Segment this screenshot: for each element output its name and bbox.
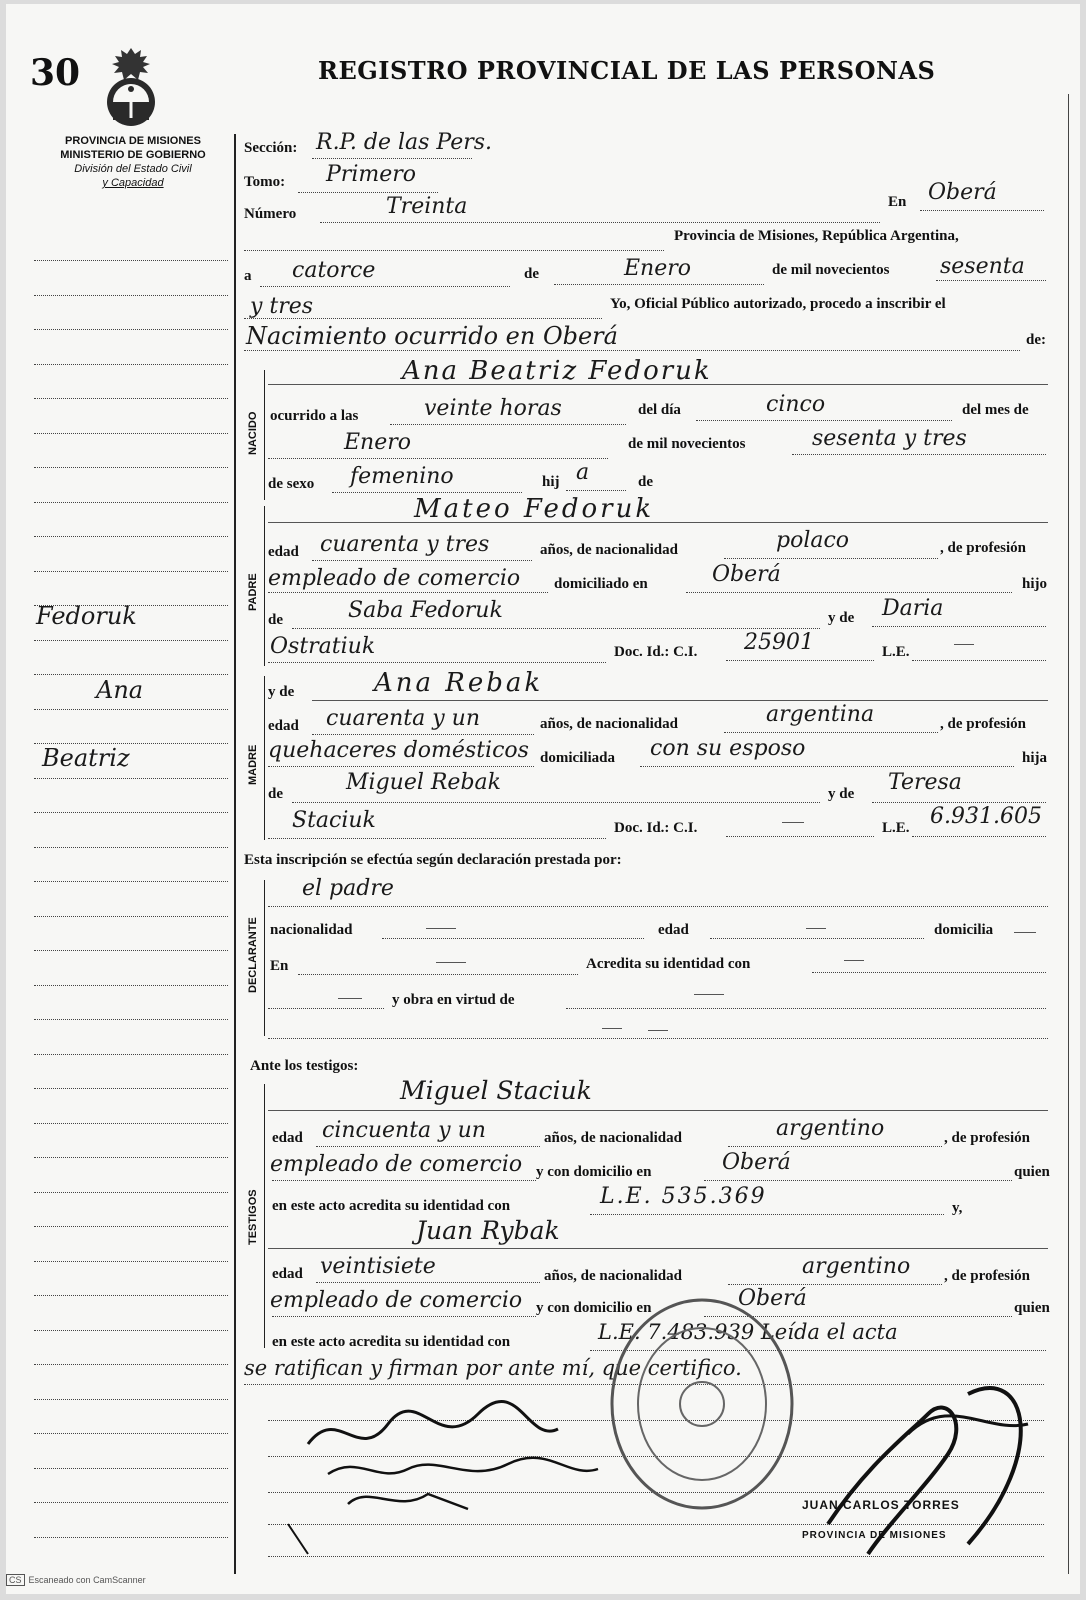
declarante-label: DECLARANTE bbox=[247, 917, 259, 993]
margin-rule bbox=[34, 1399, 228, 1400]
t2-nac-label: años, de nacionalidad bbox=[544, 1268, 682, 1284]
margin-rule bbox=[34, 1364, 228, 1365]
de-label-3: de bbox=[268, 612, 283, 628]
capacity-name: y Capacidad bbox=[102, 177, 164, 189]
padre-dom-label: domiciliado en bbox=[554, 576, 648, 592]
t1-edad-label: edad bbox=[272, 1130, 303, 1146]
madre-label: MADRE bbox=[247, 744, 259, 785]
dia-value: catorce bbox=[292, 258, 376, 283]
y-de-label-1: y de bbox=[828, 610, 855, 626]
madre-prof-label: , de profesión bbox=[940, 716, 1026, 732]
margin-rule bbox=[34, 571, 228, 572]
y-de-label-3: y de bbox=[828, 786, 855, 802]
acto-value: Nacimiento ocurrido en Oberá bbox=[246, 322, 618, 350]
madre-edad: cuarenta y un bbox=[326, 706, 481, 731]
margin-rule bbox=[34, 812, 228, 813]
t2-nac: argentino bbox=[802, 1254, 911, 1279]
padre-edad: cuarenta y tres bbox=[320, 532, 490, 557]
t2-dom: Oberá bbox=[738, 1286, 807, 1311]
t2-quien-label: quien bbox=[1014, 1300, 1050, 1316]
testigo1-nombre: Miguel Staciuk bbox=[400, 1076, 592, 1105]
stamp-province: PROVINCIA DE MISIONES bbox=[802, 1530, 947, 1541]
numero-value: Treinta bbox=[386, 194, 468, 219]
abuela-paterna-1: Daria bbox=[882, 596, 944, 621]
hijo-label: hijo bbox=[1022, 576, 1048, 592]
decl-nac-label: nacionalidad bbox=[270, 922, 353, 938]
testigos-label: TESTIGOS bbox=[247, 1189, 259, 1245]
padre-nac-label: años, de nacionalidad bbox=[540, 542, 678, 558]
margin-name-1: Ana bbox=[96, 676, 144, 704]
de-mil-label-2: de mil novecientos bbox=[628, 436, 746, 452]
padre-doc-label: Doc. Id.: C.I. bbox=[614, 644, 698, 660]
margin-rule bbox=[34, 467, 228, 468]
margin-rule bbox=[34, 674, 228, 675]
padre-nac: polaco bbox=[776, 528, 850, 553]
t2-prof-label: , de profesión bbox=[944, 1268, 1030, 1284]
main-border bbox=[234, 134, 236, 1574]
ministry-name: MINISTERIO DE GOBIERNO bbox=[60, 149, 206, 161]
margin-rule bbox=[34, 709, 228, 710]
padre-le-label: L.E. bbox=[882, 644, 910, 660]
madre-nac: argentina bbox=[766, 702, 875, 727]
margin-rule bbox=[34, 1537, 228, 1538]
margin-rule bbox=[34, 1157, 228, 1158]
t2-acto-label: en este acto acredita su identidad con bbox=[272, 1334, 511, 1350]
margin-rule bbox=[34, 1433, 228, 1434]
t1-prof-label: , de profesión bbox=[944, 1130, 1030, 1146]
yo-oficial-label: Yo, Oficial Público autorizado, procedo a inscribir el bbox=[610, 296, 946, 312]
t1-quien-label: quien bbox=[1014, 1164, 1050, 1180]
margin-rule bbox=[34, 536, 228, 537]
obra-label: y obra en virtud de bbox=[392, 992, 515, 1008]
tomo-label: Tomo: bbox=[244, 174, 286, 190]
margin-rule bbox=[34, 398, 228, 399]
margin-surname: Fedoruk bbox=[36, 602, 137, 630]
camscanner-icon: CS bbox=[6, 1574, 25, 1586]
t1-nac: argentino bbox=[776, 1116, 885, 1141]
nombre-value: Ana Beatriz Fedoruk bbox=[402, 356, 712, 386]
certificate-page bbox=[6, 4, 1080, 1594]
nacido-label: NACIDO bbox=[247, 411, 259, 455]
mes-nac-value: Enero bbox=[344, 430, 412, 455]
t1-dom-label: y con domicilio en bbox=[536, 1164, 652, 1180]
stamp-name: JUAN CARLOS TORRES bbox=[802, 1498, 960, 1512]
margin-rule bbox=[34, 295, 228, 296]
lugar-value: Oberá bbox=[928, 180, 997, 205]
abuela-materna-1: Teresa bbox=[888, 770, 962, 795]
margin-rule bbox=[34, 881, 228, 882]
page-number: 30 bbox=[30, 52, 81, 94]
a-label: a bbox=[244, 268, 252, 284]
hij-suffix: a bbox=[576, 460, 590, 485]
madre-nombre: Ana Rebak bbox=[374, 668, 544, 698]
numero-label: Número bbox=[244, 206, 297, 222]
t1-dom: Oberá bbox=[722, 1150, 791, 1175]
del-mes-label: del mes de bbox=[962, 402, 1029, 418]
margin-rule bbox=[34, 778, 228, 779]
decl-edad-label: edad bbox=[658, 922, 689, 938]
del-dia-label: del día bbox=[638, 402, 681, 418]
province-name: PROVINCIA DE MISIONES bbox=[65, 135, 201, 147]
document-title: REGISTRO PROVINCIAL DE LAS PERSONAS bbox=[318, 56, 936, 85]
hora-value: veinte horas bbox=[424, 396, 562, 421]
margin-rule bbox=[34, 364, 228, 365]
de-mil-label-1: de mil novecientos bbox=[772, 262, 890, 278]
issuing-authority bbox=[36, 134, 230, 190]
ocurrido-label: ocurrido a las bbox=[270, 408, 359, 424]
margin-rule bbox=[34, 1261, 228, 1262]
signatures bbox=[268, 1374, 1048, 1574]
madre-dom: con su esposo bbox=[650, 736, 806, 761]
declarante-value: el padre bbox=[302, 876, 394, 901]
t1-doc: L.E. 535.369 bbox=[600, 1184, 767, 1209]
de-label-1: de bbox=[524, 266, 539, 282]
madre-nac-label: años, de nacionalidad bbox=[540, 716, 678, 732]
sexo-label: de sexo bbox=[268, 476, 315, 492]
hij-label: hij bbox=[542, 474, 560, 490]
t1-nac-label: años, de nacionalidad bbox=[544, 1130, 682, 1146]
inscripcion-label: Esta inscripción se efectúa según declaración prestada por: bbox=[244, 852, 622, 868]
t2-doc: L.E. 7.483.939 Leída el acta bbox=[598, 1320, 898, 1344]
abuela-materna-2: Staciuk bbox=[292, 808, 376, 833]
margin-rule bbox=[34, 329, 228, 330]
y-de-label-2: y de bbox=[268, 684, 295, 700]
madre-dom-label: domiciliada bbox=[540, 750, 616, 766]
mes-value: Enero bbox=[624, 256, 692, 281]
margin-rule bbox=[34, 1019, 228, 1020]
margin-rule bbox=[34, 1502, 228, 1503]
margin-rule bbox=[34, 1123, 228, 1124]
margin-rule bbox=[34, 1054, 228, 1055]
abuelo-paterno: Saba Fedoruk bbox=[348, 598, 503, 623]
scanner-text: Escaneado con CamScanner bbox=[28, 1575, 146, 1585]
padre-edad-label: edad bbox=[268, 544, 299, 560]
padre-nombre: Mateo Fedoruk bbox=[414, 494, 655, 524]
margin-rule bbox=[34, 1088, 228, 1089]
padre-prof: empleado de comercio bbox=[268, 566, 521, 591]
anio-nac-value: sesenta y tres bbox=[812, 426, 967, 451]
coat-of-arms-icon bbox=[100, 44, 162, 130]
madre-prof: quehaceres domésticos bbox=[268, 738, 529, 763]
t2-edad-label: edad bbox=[272, 1266, 303, 1282]
padre-label: PADRE bbox=[247, 573, 259, 611]
de-label-4: de bbox=[268, 786, 283, 802]
seccion-label: Sección: bbox=[244, 140, 298, 156]
t1-acto-label: en este acto acredita su identidad con bbox=[272, 1198, 511, 1214]
en-label: En bbox=[888, 194, 907, 210]
closing-text: se ratifican y firman por ante mí, que certifico. bbox=[244, 1356, 742, 1380]
margin-rule bbox=[34, 847, 228, 848]
margin-rule bbox=[34, 1226, 228, 1227]
testigo2-nombre: Juan Rybak bbox=[416, 1216, 560, 1245]
dia-nac-value: cinco bbox=[766, 392, 826, 417]
madre-le-label: L.E. bbox=[882, 820, 910, 836]
acredita-label: Acredita su identidad con bbox=[586, 956, 751, 972]
provincia-label: Provincia de Misiones, República Argentina, bbox=[674, 228, 959, 244]
madre-edad-label: edad bbox=[268, 718, 299, 734]
right-border bbox=[1068, 94, 1069, 1574]
sexo-value: femenino bbox=[350, 464, 454, 489]
anio-value-1: sesenta bbox=[940, 254, 1025, 279]
ante-label: Ante los testigos: bbox=[250, 1058, 359, 1074]
padre-dom: Oberá bbox=[712, 562, 781, 587]
seccion-value: R.P. de las Pers. bbox=[316, 130, 493, 155]
t2-prof: empleado de comercio bbox=[270, 1288, 523, 1313]
margin-rule bbox=[34, 1468, 228, 1469]
margin-rule bbox=[34, 985, 228, 986]
margin-rule bbox=[34, 1330, 228, 1331]
madre-le: 6.931.605 bbox=[930, 804, 1042, 829]
padre-prof-label: , de profesión bbox=[940, 540, 1026, 556]
tomo-value: Primero bbox=[326, 162, 416, 187]
margin-rule bbox=[34, 502, 228, 503]
margin-rule bbox=[34, 433, 228, 434]
t1-prof: empleado de comercio bbox=[270, 1152, 523, 1177]
margin-rule bbox=[34, 950, 228, 951]
margin-rule bbox=[34, 1192, 228, 1193]
t2-dom-label: y con domicilio en bbox=[536, 1300, 652, 1316]
division-name: División del Estado Civil bbox=[74, 163, 192, 175]
scanner-watermark bbox=[6, 1574, 146, 1586]
anio-value-2: y tres bbox=[250, 294, 314, 319]
abuela-paterna-2: Ostratiuk bbox=[270, 634, 376, 659]
de-label-2: de bbox=[638, 474, 653, 490]
margin-rule bbox=[34, 640, 228, 641]
t2-edad: veintisiete bbox=[320, 1254, 436, 1279]
margin-name-2: Beatriz bbox=[42, 744, 130, 772]
decl-dom-label: domicilia bbox=[934, 922, 994, 938]
t1-edad: cincuenta y un bbox=[322, 1118, 486, 1143]
margin-rule bbox=[34, 260, 228, 261]
y-comma-label: y, bbox=[952, 1200, 963, 1216]
hija-label: hija bbox=[1022, 750, 1048, 766]
margin-rule bbox=[34, 1295, 228, 1296]
decl-en-label: En bbox=[270, 958, 289, 974]
madre-doc-label: Doc. Id.: C.I. bbox=[614, 820, 698, 836]
margin-rule bbox=[34, 916, 228, 917]
de-colon-label: de: bbox=[1026, 332, 1046, 348]
abuelo-materno: Miguel Rebak bbox=[346, 770, 501, 795]
padre-ci: 25901 bbox=[744, 630, 814, 655]
